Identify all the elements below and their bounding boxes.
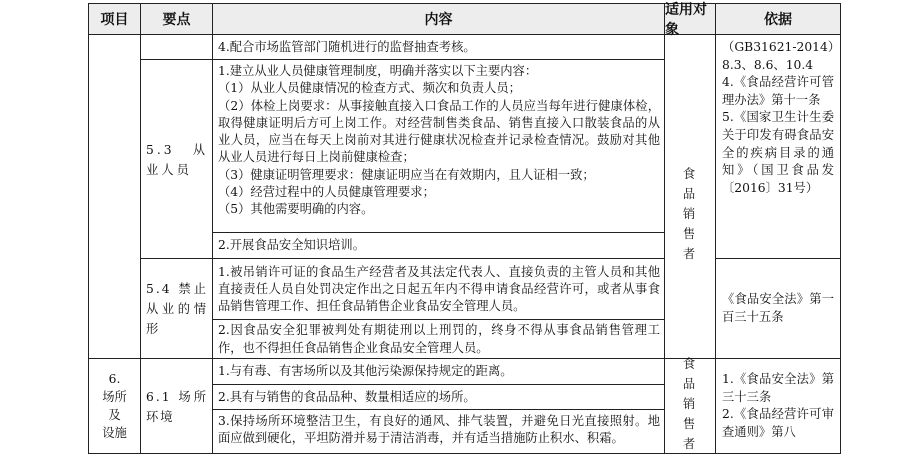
content-5-3-training [213, 233, 665, 259]
header-item: 项目 [88, 4, 141, 35]
basis-line: 2.《食品经营许可审查通则》第八 [722, 407, 834, 439]
content-text: 2.因食品安全犯罪被判处有期徒刑以上刑罚的，终身不得从事食品销售管理工作，也不得担任食品销售企业食品安全管理人员。 [218, 323, 660, 355]
content-line: （5）其他需要明确的内容。 [218, 202, 374, 217]
header-content: 内容 [213, 4, 665, 35]
content-6-1-distance [213, 359, 665, 385]
content-line: （1）从业人员健康情况的检查方式、频次和负责人员； [218, 81, 521, 96]
point-label: 5.4 禁止从业的情形 [146, 282, 208, 336]
item-part: 设施 [102, 426, 127, 440]
regulation-table [88, 3, 841, 454]
content-text: 1.被吊销许可证的食品生产经营者及其法定代表人、直接负责的主管人员和其他直接责任人员自处罚决定作出之日起五年内不得申请食品经营许可，或者从事食品销售管理工作、担任食品销售企业食品安全管理人员。 [218, 264, 660, 314]
point-label: 6.1 场所环境 [146, 390, 208, 424]
header-point: 要点 [141, 4, 213, 35]
header-target: 适用对象 [665, 4, 716, 35]
basis-line: （GB31621-2014）8.3、8.6、10.4 [722, 40, 834, 72]
basis-cell-5-3 [716, 35, 841, 259]
content-6-1-hygiene [213, 410, 665, 454]
content-5-3-health-management [213, 60, 665, 233]
content-line: 1.建立从业人员健康管理制度，明确并落实以下主要内容： [218, 64, 538, 78]
content-text: 2.具有与销售的食品品种、数量相适应的场所。 [218, 389, 476, 404]
item-part: 场所 [102, 390, 127, 404]
content-line: （3）健康证明管理要求：健康证明应当在有效期内，且人证相一致； [218, 167, 595, 182]
point-label: 5.3 从业人员 [146, 142, 208, 177]
basis-cell-section-6 [716, 359, 841, 454]
target-cell-section-5 [665, 35, 716, 359]
basis-line: 5.《国家卫生计生委关于印发有碍食品安全的疾病目录的通知》（国卫食品发〔2016〕31号） [722, 110, 834, 195]
content-text: 3.保持场所环境整洁卫生，有良好的通风、排气装置，并避免日光直接照射。地面应做到硬化，平坦防滑并易于清洁消毒，并有适当措施防止积水、积霜。 [218, 414, 660, 446]
content-5-4-revoked-license [213, 259, 665, 320]
basis-cell-5-4 [716, 259, 841, 359]
content-line: （4）经营过程中的人员健康管理要求； [218, 185, 435, 200]
item-part: 6. [108, 372, 121, 386]
content-text: 1.与有毒、有害场所以及其他污染源保持规定的距离。 [218, 364, 513, 379]
point-cell-prev [141, 35, 213, 60]
content-6-1-premises [213, 385, 665, 410]
item-cell-section-6 [88, 359, 141, 454]
item-cell-section-5 [88, 35, 141, 359]
target-text: 食品销售者 [682, 357, 698, 451]
target-text: 食品销售者 [682, 166, 698, 261]
point-6-1 [141, 359, 213, 454]
content-text: 4.配合市场监管部门随机进行的监督抽查考核。 [218, 39, 476, 54]
header-basis: 依据 [716, 4, 841, 35]
content-prev-row [213, 35, 665, 60]
content-line: （2）体检上岗要求：从事接触直接入口食品工作的人员应当每年进行健康体检，取得健康证明后方可上岗工作。对经营制售类食品、销售直接入口散装食品的从业人员，应当在每天上岗前对其进行健康状况检查并记录检查情况。鼓励对其他从业人员进行每日上岗前健康检查； [218, 98, 660, 165]
content-text: 2.开展食品安全知识培训。 [218, 238, 365, 253]
basis-line: 4.《食品经营许可管理办法》第十一条 [722, 75, 834, 107]
point-5-4 [141, 259, 213, 359]
target-cell-section-6 [665, 359, 716, 454]
content-5-4-criminal [213, 320, 665, 359]
point-5-3 [141, 60, 213, 259]
basis-text: 《食品安全法》第一百三十五条 [722, 291, 834, 324]
item-part: 及 [108, 408, 121, 422]
basis-line: 1.《食品安全法》第三十三条 [722, 372, 834, 404]
